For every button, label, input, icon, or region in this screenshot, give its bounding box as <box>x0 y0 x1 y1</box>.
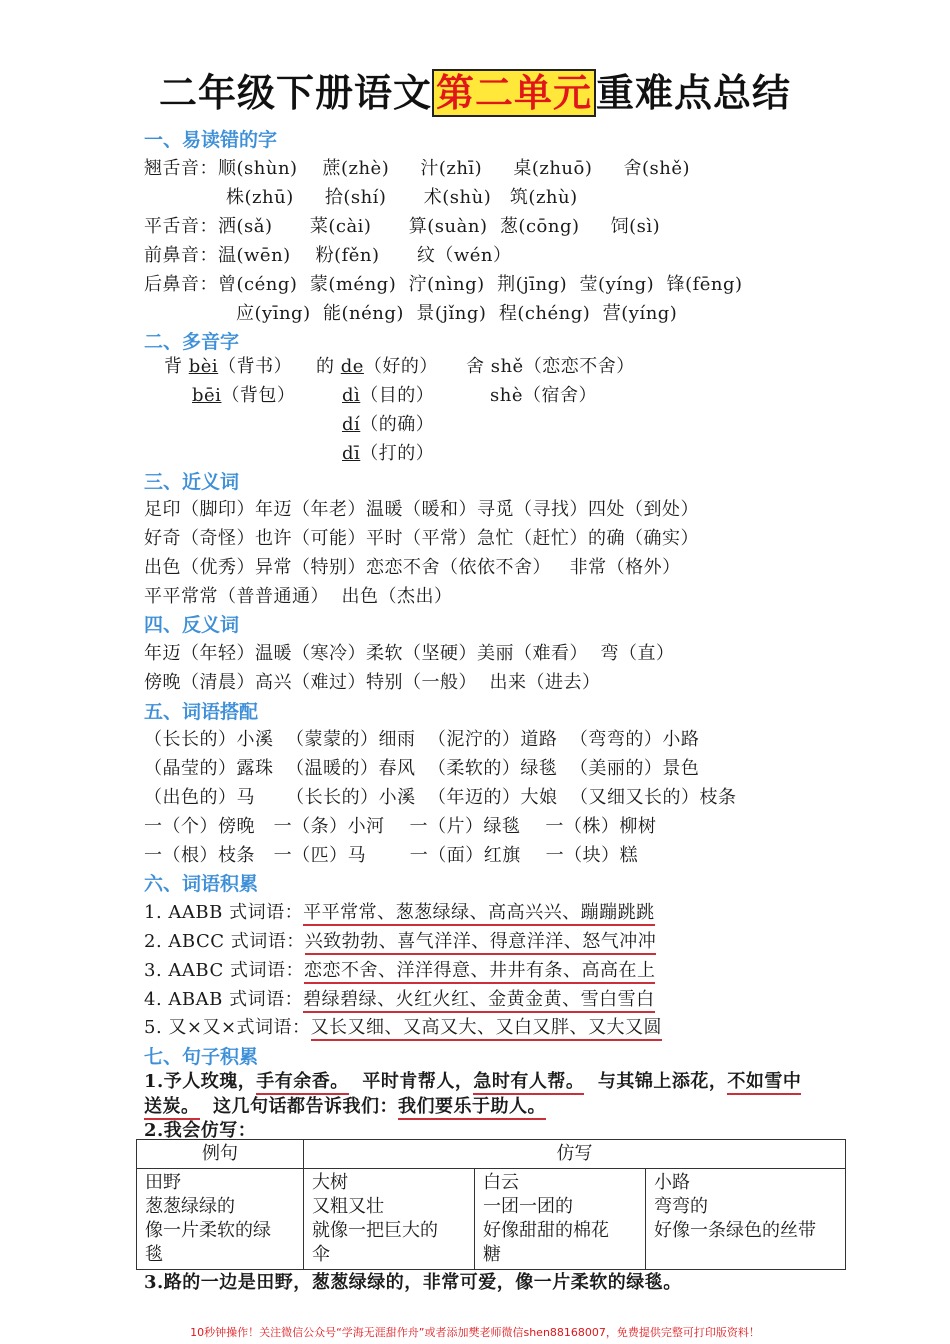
sentence-text: 与其锦上添花， <box>584 1071 728 1092</box>
sentence-underlined: 送炭。 <box>144 1096 200 1120</box>
s3-line-1: 足印（脚印）年迈（年老）温暖（暖和）寻觅（寻找）四处（到处） <box>144 499 699 520</box>
table-row <box>137 1169 846 1270</box>
s5-line-5: 一（根）枝条 一（匹）马 一（面）红旗 一（块）糕 <box>144 845 639 866</box>
imitation-heading: 2.我会仿写： <box>144 1120 257 1141</box>
title-suffix: 重难点总结 <box>596 71 792 115</box>
footer-notice: 10秒钟操作！关注微信公众号“学海无涯甜作舟”或者添加樊老师微信shen88168007，免费提供完整可打印版资料！ <box>190 1326 760 1339</box>
section-heading-5: 五、词语搭配 <box>144 701 259 723</box>
s4-line-1: 年迈（年轻）温暖（寒冷）柔软（坚硬）美丽（难看） 弯（直） <box>144 643 675 664</box>
cell-line: 田野 <box>145 1172 181 1193</box>
sentence-underlined: 我们要乐于助人。 <box>398 1096 546 1120</box>
s1-line-5: 后鼻音：曾(céng) 蒙(méng) 泞(nìng) 荆(jīng) 莹(yíng) 锋(fēng) <box>144 274 743 295</box>
sentence-underlined: 手有余香。 <box>256 1071 349 1095</box>
sentence-para-2 <box>144 1092 546 1118</box>
cell-line: 一团一团的 <box>483 1196 573 1217</box>
table-header-example: 例句 <box>137 1140 304 1169</box>
bei-char: 背 <box>164 356 183 377</box>
table-cell-imitation-2 <box>475 1169 646 1270</box>
accum-item-3 <box>144 956 655 982</box>
table-header-imitation: 仿写 <box>304 1140 846 1169</box>
bei-word-1: （背书） <box>218 356 293 377</box>
di-pinyin-1: dì <box>342 385 361 406</box>
polyphone-she-2: shè（宿舍） <box>490 385 597 406</box>
di-pinyin-3: dī <box>342 443 361 464</box>
s3-line-3: 出色（优秀）异常（特别）恋恋不舍（依依不舍） 非常（格外） <box>144 557 681 578</box>
section-heading-6: 六、词语积累 <box>144 873 259 895</box>
polyphone-she-1: 舍 shě（恋恋不舍） <box>466 356 635 377</box>
accum-item-1 <box>144 898 655 924</box>
polyphone-di-1 <box>342 381 434 407</box>
sentence-para-3: 3.路的一边是田野，葱葱绿绿的，非常可爱，像一片柔软的绿毯。 <box>144 1272 682 1293</box>
accum-value-4: 碧绿碧绿、火红火红、金黄金黄、雪白雪白 <box>303 989 655 1013</box>
cell-line: 就像一把巨大的 <box>312 1220 438 1241</box>
cell-line: 白云 <box>483 1172 519 1193</box>
cell-line: 葱葱绿绿的 <box>145 1196 235 1217</box>
cell-line: 糖 <box>483 1244 501 1265</box>
s5-line-1: （长长的）小溪 （蒙蒙的）细雨 （泥泞的）道路 （弯弯的）小路 <box>144 729 700 750</box>
cell-line: 大树 <box>312 1172 348 1193</box>
s3-line-4: 平平常常（普普通通） 出色（杰出） <box>144 586 453 607</box>
polyphone-bei-2 <box>192 381 295 407</box>
s3-line-2: 好奇（奇怪）也许（可能）平时（平常）急忙（赶忙）的确（确实） <box>144 528 699 549</box>
de-pinyin: de <box>340 356 364 377</box>
polyphone-bei-1 <box>164 352 292 378</box>
di-word-2: （的确） <box>360 414 435 435</box>
s1-line-6: 应(yīng) 能(néng) 景(jǐng) 程(chéng) 营(yíng) <box>236 303 678 324</box>
accum-label-3: 3. AABC 式词语： <box>144 960 304 981</box>
accum-label-5: 5. 又×又×式词语： <box>144 1017 311 1038</box>
de-char: 的 <box>316 356 335 377</box>
section-heading-3: 三、近义词 <box>144 471 240 493</box>
accum-value-2: 兴致勃勃、喜气洋洋、得意洋洋、怒气冲冲 <box>305 931 657 955</box>
table-cell-imitation-3 <box>646 1169 846 1270</box>
page-title <box>0 62 950 117</box>
di-pinyin-2: dí <box>342 414 361 435</box>
s1-line-2: 株(zhū) 拾(shí) 术(shù) 筑(zhù) <box>226 187 578 208</box>
accum-value-1: 平平常常、葱葱绿绿、高高兴兴、蹦蹦跳跳 <box>303 902 655 926</box>
s5-line-4: 一（个）傍晚 一（条）小河 一（片）绿毯 一（株）柳树 <box>144 816 657 837</box>
table-cell-example <box>137 1169 304 1270</box>
accum-label-2: 2. ABCC 式词语： <box>144 931 305 952</box>
sentence-text: 1.予人玫瑰， <box>144 1071 257 1092</box>
di-word-3: （打的） <box>360 443 435 464</box>
table-header-row <box>137 1140 846 1169</box>
s5-line-3: （出色的）马 （长长的）小溪 （年迈的）大娘 （又细又长的）枝条 <box>144 787 737 808</box>
accum-label-4: 4. ABAB 式词语： <box>144 989 304 1010</box>
imitation-table <box>136 1139 846 1270</box>
section-heading-1: 一、易读错的字 <box>144 129 278 151</box>
bei-pinyin-1: bèi <box>188 356 219 377</box>
sentence-underlined: 不如雪中 <box>727 1071 801 1095</box>
accum-value-3: 恋恋不舍、洋洋得意、井井有条、高高在上 <box>304 960 656 984</box>
cell-line: 好像一条绿色的丝带 <box>654 1220 816 1241</box>
accum-item-5 <box>144 1013 662 1039</box>
accum-item-2 <box>144 927 656 953</box>
accum-value-5: 又长又细、又高又大、又白又胖、又大又圆 <box>311 1017 663 1041</box>
de-word: （好的） <box>363 356 438 377</box>
sentence-underlined: 急时有人帮。 <box>473 1071 584 1095</box>
s1-line-3: 平舌音：洒(sǎ) 菜(cài) 算(suàn) 葱(cōng) 饲(sì) <box>144 216 661 237</box>
sentence-para-1 <box>144 1067 801 1093</box>
s4-line-2: 傍晚（清晨）高兴（难过）特别（一般） 出来（进去） <box>144 672 601 693</box>
title-prefix: 二年级下册语文 <box>158 71 432 115</box>
accum-label-1: 1. AABB 式词语： <box>144 902 304 923</box>
cell-line: 弯弯的 <box>654 1196 708 1217</box>
title-highlight: 第二单元 <box>432 69 596 117</box>
section-heading-7: 七、句子积累 <box>144 1046 259 1068</box>
cell-line: 好像甜甜的棉花 <box>483 1220 609 1241</box>
cell-line: 像一片柔软的绿 <box>145 1220 271 1241</box>
sentence-text: 这几句话都告诉我们： <box>199 1096 399 1117</box>
cell-line: 毯 <box>145 1244 163 1265</box>
bei-pinyin-2: bēi <box>192 385 222 406</box>
polyphone-de <box>316 352 438 378</box>
cell-line: 小路 <box>654 1172 690 1193</box>
s5-line-2: （晶莹的）露珠 （温暖的）春风 （柔软的）绿毯 （美丽的）景色 <box>144 758 700 779</box>
bei-word-2: （背包） <box>221 385 296 406</box>
cell-line: 伞 <box>312 1244 330 1265</box>
polyphone-di-2 <box>342 410 434 436</box>
s1-line-1: 翘舌音：顺(shùn) 蔗(zhè) 汁(zhī) 桌(zhuō) 舍(shě) <box>144 158 691 179</box>
sentence-text: 平时肯帮人， <box>348 1071 474 1092</box>
s1-line-4: 前鼻音：温(wēn) 粉(fěn) 纹（wén） <box>144 245 512 266</box>
section-heading-4: 四、反义词 <box>144 614 240 636</box>
di-word-1: （目的） <box>360 385 435 406</box>
section-heading-2: 二、多音字 <box>144 331 240 353</box>
polyphone-di-3 <box>342 439 434 465</box>
cell-line: 又粗又壮 <box>312 1196 384 1217</box>
table-cell-imitation-1 <box>304 1169 475 1270</box>
accum-item-4 <box>144 985 655 1011</box>
